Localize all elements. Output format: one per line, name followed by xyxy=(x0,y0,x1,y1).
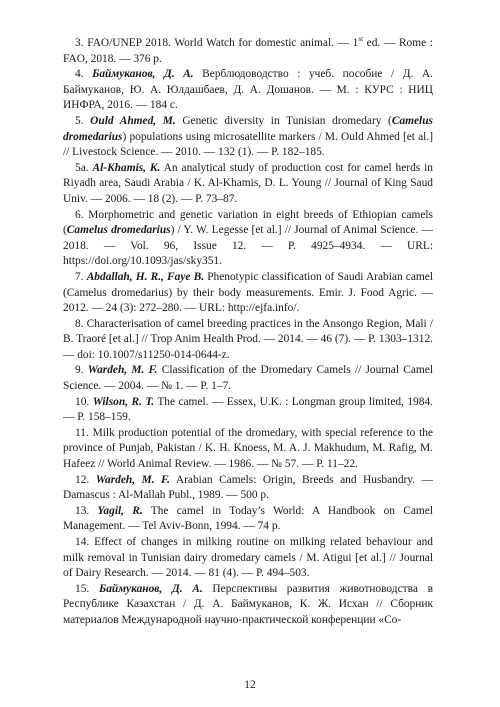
reference-number: 12. xyxy=(75,473,90,486)
reference-text: FAO/UNEP 2018. World Watch for domestic animal. — 1 xyxy=(87,37,359,49)
reference-text: An analytical study of production cost for camel herds in Riyadh area, Saudi Arabia / K. Al-Khamis, D. L. Young // Journal of King Saud Univ. — 2006. — 18 (2). — P. 73–87. xyxy=(63,161,433,205)
reference-item-12 xyxy=(63,473,433,504)
reference-author: Abdallah, H. R., Faye B. xyxy=(86,270,205,283)
reference-number: 4. xyxy=(75,68,84,81)
reference-author: Al-Khamis, K. xyxy=(92,161,161,174)
superscript: st xyxy=(358,35,364,44)
reference-text: ) / Y. W. Legesse [et al.] // Journal of Animal Science. — 2018. — Vol. 96, Issue 12. — P. 4925–4934. — URL: https://doi.org/10.1093/jas/sky351. xyxy=(63,224,434,268)
reference-text: Effect of changes in milking routine on milking related behaviour and milk removal in Tunisian dairy dromedary camels / M. Atigui [et al.] // Journal of Dairy Research. — 2014. — 81 (4). — P. 494–503. xyxy=(63,536,433,580)
reference-item-3 xyxy=(63,36,433,67)
reference-text: Milk production potential of the dromedary, with special reference to the province of Punjab, Pakistan / K. H. Knoess, M. A. J. Makhudum, M. Rafig, M. Hafeez // World Animal Review. — 1986. — № 57. — P. 11–22. xyxy=(63,426,433,471)
reference-author: Wilson, R. T. xyxy=(92,395,155,408)
reference-item-9 xyxy=(63,363,433,394)
reference-author: Wardeh, M. F. xyxy=(95,473,171,486)
reference-item-5a xyxy=(63,161,433,208)
reference-text: The camel in Today’s World: A Handbook on Camel Management. — Tel Aviv-Bonn, 1994. — 74 p. xyxy=(63,504,433,533)
reference-number: 14. xyxy=(75,536,90,548)
reference-author: Yagil, R. xyxy=(97,504,143,517)
reference-number: 13. xyxy=(75,504,90,517)
reference-number: 10. xyxy=(75,395,90,408)
reference-item-7 xyxy=(63,270,433,317)
reference-item-13 xyxy=(63,504,433,535)
reference-number: 7. xyxy=(75,270,84,283)
reference-text: Arabian Camels: Origin, Breeds and Husbandry. — Damascus : Al-Mallah Publ., 1989. — 500 p. xyxy=(63,473,433,502)
species-name: Camelus dromedarius xyxy=(66,224,171,237)
reference-text: Перспективы развития животноводства в Республике Казахстан / Д. А. Баймуканов, К. Ж. Исхан // Сборник материалов Международной научно-практической конференции «Со- xyxy=(63,582,433,626)
reference-number: 3. xyxy=(75,37,84,49)
reference-number: 11. xyxy=(75,426,89,439)
reference-number: 5a. xyxy=(75,161,89,174)
reference-author: Wardeh, M. F. xyxy=(87,364,158,377)
reference-list xyxy=(63,36,433,629)
reference-text: ed. — Rome : FAO, 2018. — 376 p. xyxy=(63,37,433,65)
reference-text: ) populations using microsatellite markers / M. Ould Ahmed [et al.] // Livestock Science. — 2010. — 132 (1). — P. 182–185. xyxy=(63,130,433,159)
reference-item-15 xyxy=(63,582,433,629)
reference-number: 15. xyxy=(75,582,90,595)
reference-item-11 xyxy=(63,426,433,473)
reference-author: Баймуканов, Д. А. xyxy=(92,68,194,81)
reference-number: 6. xyxy=(75,208,84,221)
reference-text: Characterisation of camel breeding practices in the Ansongo Region, Mali / B. Traoré [et al.] // Trop Anim Health Prod. — 2014. — 46 (7). — P. 1303–1312. — doi: 10.1007/s11250-014-0644-z. xyxy=(63,317,433,361)
reference-text: Classification of the Dromedary Camels // Journal Camel Science. — 2004. — № 1. — P. 1–7. xyxy=(63,364,433,393)
reference-text: Phenotypic classification of Saudi Arabian camel (Camelus dromedarius) by their body measurements. Emir. J. Food Agric. — 2012. — 24 (3): 272–280. — URL: http://ejfa.info/. xyxy=(63,270,433,315)
reference-text: Верблюдоводство : учеб. пособие / Д. А. Баймуканов, Ю. А. Юлдашбаев, Д. А. Дошанов. — М. : КУРС : НИЦ ИНФРА, 2016. — 184 с. xyxy=(63,68,433,112)
reference-item-6 xyxy=(63,208,433,270)
species-name: Camelus dromedarius xyxy=(63,114,433,143)
reference-item-10 xyxy=(63,395,433,426)
reference-item-4 xyxy=(63,67,433,114)
reference-text: The camel. — Essex, U.K. : Longman group limited, 1984. — P. 158–159. xyxy=(63,395,433,424)
reference-item-14 xyxy=(63,535,433,582)
reference-author: Баймуканов, Д. А. xyxy=(98,582,203,595)
reference-item-8 xyxy=(63,317,433,364)
reference-text: Genetic diversity in Tunisian dromedary ( xyxy=(175,114,392,127)
reference-number: 9. xyxy=(75,364,84,377)
reference-number: 5. xyxy=(75,114,84,127)
reference-author: Ould Ahmed, M. xyxy=(90,114,176,127)
reference-number: 8. xyxy=(75,317,84,330)
page-number: 12 xyxy=(244,679,256,691)
reference-item-5 xyxy=(63,114,433,161)
reference-text: Morphometric and genetic variation in eight breeds of Ethiopian camels ( xyxy=(63,208,433,237)
